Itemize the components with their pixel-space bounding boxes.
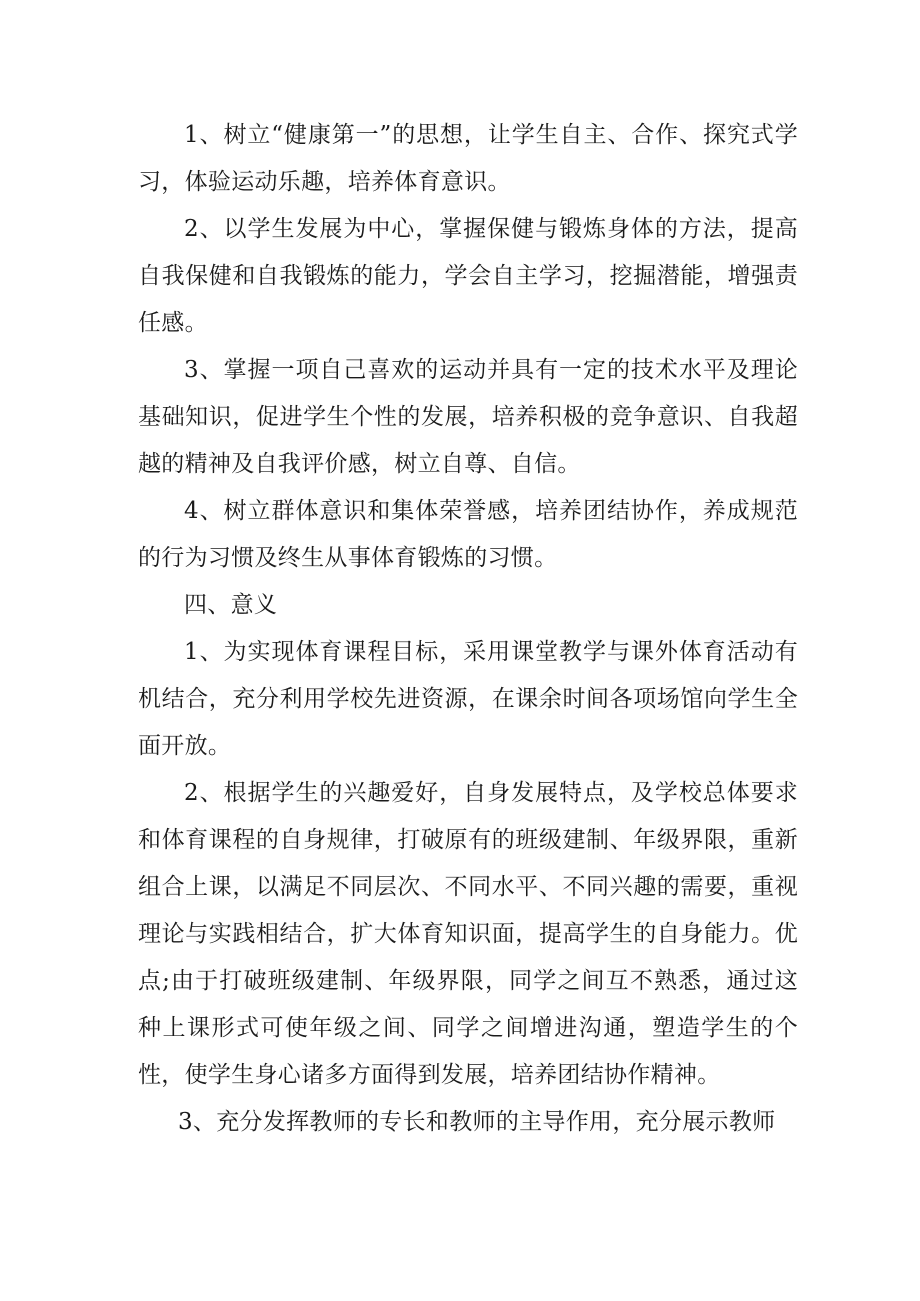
paragraph-significance-2: 2、根据学生的兴趣爱好，自身发展特点，及学校总体要求和体育课程的自身规律，打破原有的班级建制、年级界限，重新组合上课，以满足不同层次、不同水平、不同兴趣的需要，重视理论与实践相结合，扩大体育知识面，提高学生的自身能力。优点;由于打破班级建制、年级界限，同学之间互不熟悉，通过这种上课形式可使年级之间、同学之间增进沟通，塑造学生的个性，使学生身心诸多方面得到发展，培养团结协作精神。 bbox=[138, 780, 798, 1088]
paragraph-goal-3: 3、掌握一项自己喜欢的运动并具有一定的技术水平及理论基础知识，促进学生个性的发展，培养积极的竞争意识、自我超越的精神及自我评价感，树立自尊、自信。 bbox=[138, 357, 798, 477]
section-heading-significance: 四、意义 bbox=[184, 592, 278, 618]
paragraph-significance-3: 3、充分发挥教师的专长和教师的主导作用，充分展示教师 bbox=[178, 1109, 776, 1135]
paragraph-goal-2: 2、以学生发展为中心，掌握保健与锻炼身体的方法，提高自我保健和自我锻炼的能力，学会自主学习，挖掘潜能，增强责任感。 bbox=[138, 216, 798, 336]
paragraph-goal-1: 1、树立“健康第一”的思想，让学生自主、合作、探究式学习，体验运动乐趣，培养体育意识。 bbox=[138, 122, 798, 195]
paragraph-significance-1: 1、为实现体育课程目标，采用课堂教学与课外体育活动有机结合，充分利用学校先进资源，在课余时间各项场馆向学生全面开放。 bbox=[138, 639, 798, 759]
document-page bbox=[138, 112, 798, 1146]
paragraph-goal-4: 4、树立群体意识和集体荣誉感，培养团结协作，养成规范的行为习惯及终生从事体育锻炼的习惯。 bbox=[138, 498, 798, 571]
